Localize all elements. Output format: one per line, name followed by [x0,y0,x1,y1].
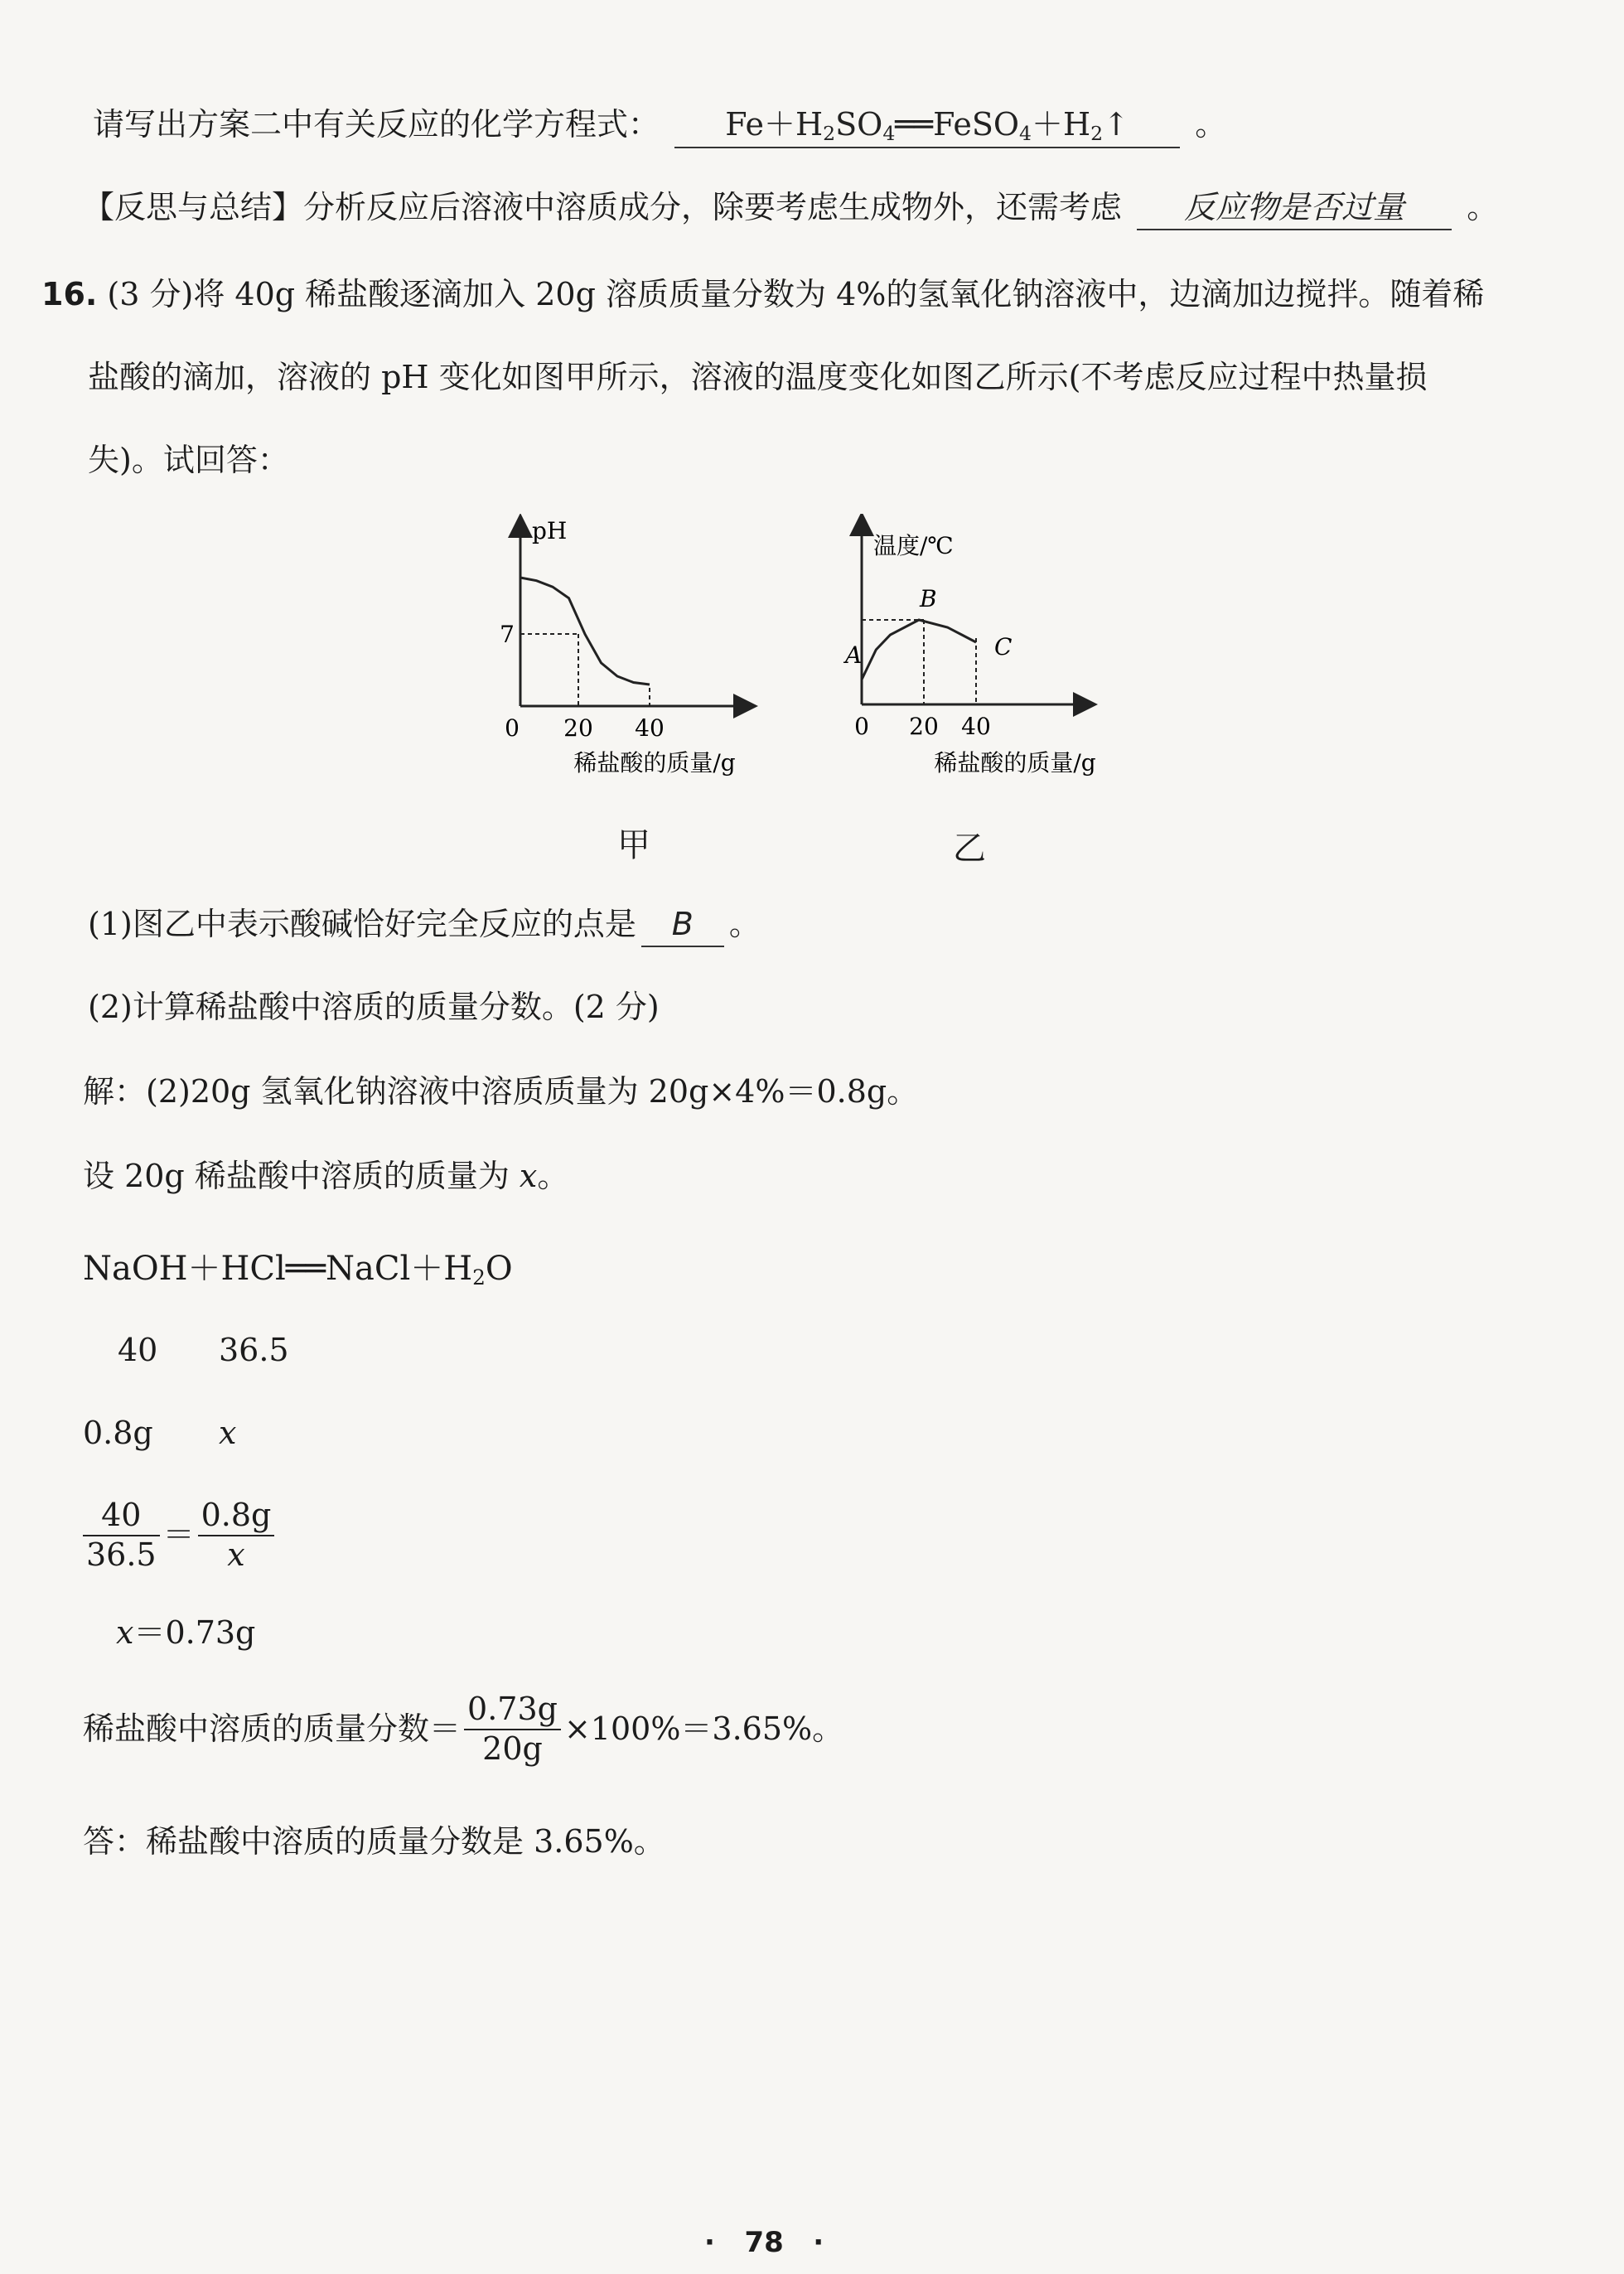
sub-question-2: (2)计算稀盐酸中溶质的质量分数。(2 分) [88,989,660,1025]
origin-label: 0 [505,714,520,742]
reflection-line: 【反思与总结】分析反应后溶液中溶质成分，除要考虑生成物外，还需考虑 反应物是否过量 。 [83,189,1498,230]
final-answer: 答：稀盐酸中溶质的质量分数是 3.65%。 [83,1823,665,1860]
point-label-a: A [845,641,863,669]
molar-mass-2: 36.5 [219,1332,289,1368]
temperature-curve [862,620,976,680]
question-16-line2: 盐酸的滴加，溶液的 pH 变化如图甲所示，溶液的温度变化如图乙所示(不考虑反应过程中热量损 [88,359,1428,395]
gas-arrow-icon: ↑ [1103,106,1129,143]
x-tick-label: 40 [635,714,665,742]
prompt-text: 【反思与总结】分析反应后溶液中溶质成分，除要考虑生成物外，还需考虑 [83,189,1123,225]
ph-curve [520,578,650,685]
point-label-b: B [920,585,937,612]
sub-question-1: (1)图乙中表示酸碱恰好完全反应的点是 B 。 [88,906,761,947]
point-label-c: C [994,633,1013,660]
answer-equation: $Fe+H_2SO_4══FeSO_4+H_2↑$ [674,106,1180,148]
molar-mass-1: 40 [118,1332,158,1368]
answer-blank: 反应物是否过量 [1137,189,1452,230]
result-line: x＝0.73g [116,1614,256,1651]
y-axis-label: pH [532,517,568,544]
x-tick-label: 40 [961,713,991,740]
percentage-line: 稀盐酸中溶质的质量分数＝ $\frac{0.73g}{20g}$ ×100%＝3.65%。 [83,1691,844,1767]
x-axis-label: 稀盐酸的质量/g [573,749,736,777]
question-16-line1: 16. (3 分)将 40g 稀盐酸逐滴加入 20g 溶质质量分数为 4%的氢氧化钠溶液中，边滴加边搅拌。随着稀 [41,276,1485,312]
reaction-equation: $NaOH+HCl══NaCl+H_2O$ [83,1250,513,1290]
origin-label: 0 [854,713,869,740]
given-mass: 0.8g [83,1415,153,1451]
x-tick-label: 20 [909,713,939,740]
x-axis-label: 稀盐酸的质量/g [934,749,1096,777]
prompt-text: 请写出方案二中有关反应的化学方程式： [93,106,660,143]
solution-line-2: 设 20g 稀盐酸中溶质的质量为 x。 [83,1158,569,1194]
x-tick-label: 20 [563,714,593,742]
y-tick-label: 7 [500,621,515,648]
figure-caption-b: 乙 [953,830,986,868]
question-16-line3: 失)。试回答： [88,442,289,478]
chart-temperature [829,514,1143,787]
equation-line: 请写出方案二中有关反应的化学方程式： $Fe+H_2SO_4══FeSO_4+H_2↑$ 。 [93,106,1226,148]
unknown-mass: x [219,1415,237,1451]
question-number: 16. [41,276,98,312]
answer-blank: B [641,906,724,947]
y-axis-label: 温度/℃ [873,532,954,559]
page-number: · 78 · [704,2226,824,2259]
solution-line-1: 解：(2)20g 氢氧化钠溶液中溶质质量为 20g×4%＝0.8g。 [83,1073,919,1110]
figure-caption-a: 甲 [617,826,650,864]
chart-ph [481,514,795,787]
proportion: $\frac{40}{36.5}$ ＝ $\frac{0.8g}{x}$ [80,1497,278,1574]
